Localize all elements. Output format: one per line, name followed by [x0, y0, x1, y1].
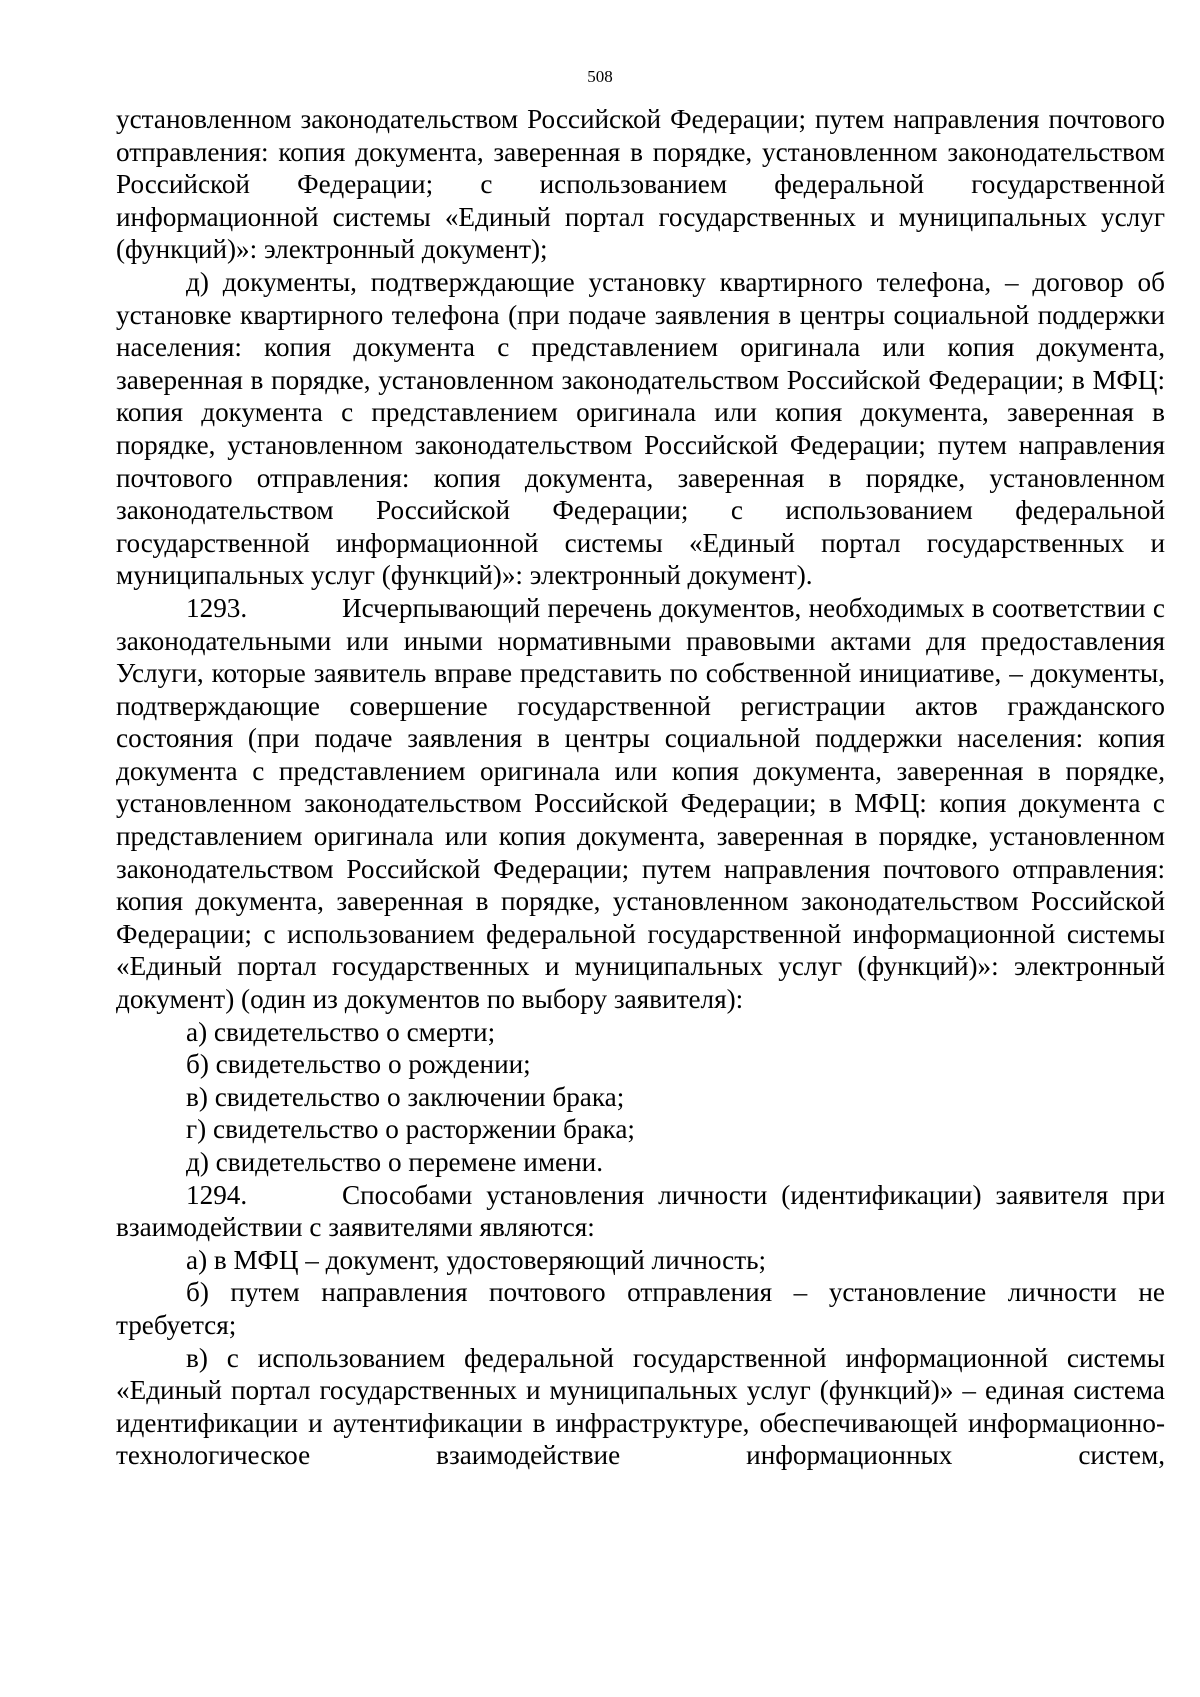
- list-item-divorce-certificate: г) свидетельство о расторжении брака;: [186, 1114, 635, 1145]
- paragraph-1294-text: Способами установления личности (идентификации) заявителя при взаимодействии с заявителями являются:: [116, 1179, 1165, 1243]
- list-item-mfc-identification: а) в МФЦ – документ, удостоверяющий личность;: [186, 1244, 767, 1275]
- list-item-death-certificate: а) свидетельство о смерти;: [186, 1016, 496, 1047]
- list-item-postal-identification: б) путем направления почтового отправления – установление личности не требуется;: [116, 1277, 1165, 1340]
- list-item-marriage-certificate: в) свидетельство о заключении брака;: [186, 1081, 625, 1112]
- paragraph-1293-text: Исчерпывающий перечень документов, необходимых в соответствии с законодательными или иными нормативными правовыми актами для предоставления Услуги, которые заявитель вправе представить по собственной инициативе, – документы, подтверждающие совершение государственной регистрации актов гражданского состояния (при подаче заявления в центры социальной поддержки населения: копия документа с представлением оригинала или копия документа, заверенная в порядке, установленном законодательством Российской Федерации; в МФЦ: копия документа с представлением оригинала или копия документа, заверенная в порядке, установленном законодательством Российской Федерации; путем направления почтового отправления: копия документа, заверенная в порядке, установленном законодательством Российской Федерации; с использованием федеральной государственной информационной системы «Единый портал государственных и муниципальных услуг (функций)»: электронный документ) (один из документов по выбору заявителя):: [116, 592, 1165, 1015]
- paragraph-item-d-phone: д) документы, подтверждающие установку квартирного телефона, – договор об установке квартирного телефона (при подаче заявления в центры социальной поддержки населения: копия документа с представлением оригинала или копия документа, заверенная в порядке, установленном законодательством Российской Федерации; в МФЦ: копия документа с представлением оригинала или копия документа, заверенная в порядке, установленном законодательством Российской Федерации; путем направления почтового отправления: копия документа, заверенная в порядке, установленном законодательством Российской Федерации; с использованием федеральной государственной информационной системы «Единый портал государственных и муниципальных услуг (функций)»: электронный документ).: [116, 266, 1165, 591]
- paragraph-1294: [116, 1179, 1165, 1244]
- list-item-birth-certificate: б) свидетельство о рождении;: [186, 1049, 531, 1080]
- paragraph-1293: [116, 592, 1165, 1016]
- paragraph-continuation: установленном законодательством Российской Федерации; путем направления почтового отправления: копия документа, заверенная в порядке, установленном законодательством Российской Федерации; с использованием федеральной государственной информационной системы «Единый портал государственных и муниципальных услуг (функций)»: электронный документ);: [116, 104, 1165, 265]
- item-number-1293: 1293.: [186, 592, 248, 623]
- page-number: 508: [587, 67, 613, 86]
- list-item-name-change-certificate: д) свидетельство о перемене имени.: [186, 1147, 604, 1177]
- document-body: [116, 103, 1165, 1472]
- item-number-1294: 1294.: [186, 1179, 248, 1210]
- list-item-portal-identification: в) с использованием федеральной государственной информационной системы «Единый портал государственных и муниципальных услуг (функций)» – единая система идентификации и аутентификации в инфраструктуре, обеспечивающей информационно-технологическое взаимодействие информационных систем,: [116, 1342, 1165, 1471]
